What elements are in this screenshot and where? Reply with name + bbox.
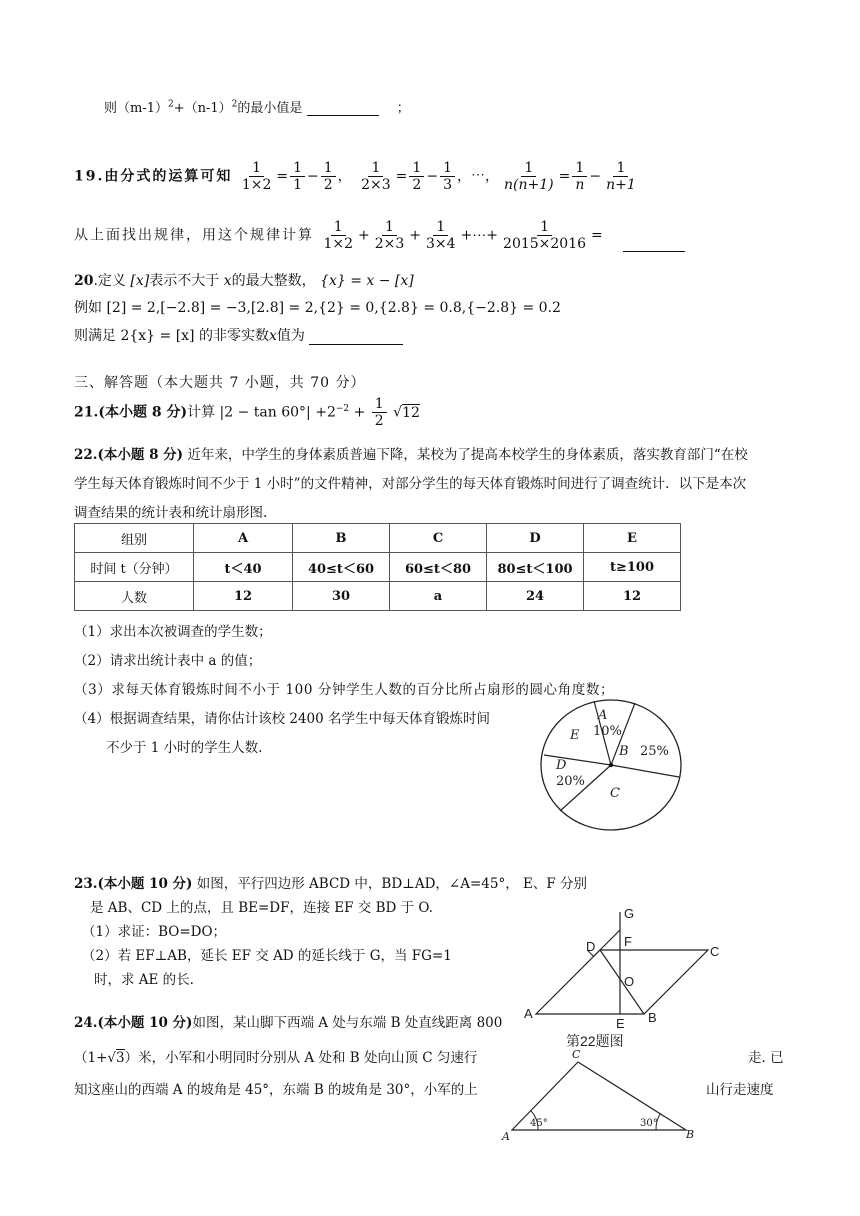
eq: = xyxy=(276,168,289,185)
text: 表示不大于 xyxy=(149,273,220,289)
num: 1 xyxy=(290,160,305,177)
dots: ，⋯， xyxy=(456,168,499,185)
den: 1×2 xyxy=(241,177,272,194)
q22-sub2: （2）请求出统计表中 a 的值； xyxy=(74,653,262,669)
label-g: G xyxy=(624,906,635,921)
sup: 2 xyxy=(231,99,238,110)
label-c: C xyxy=(710,944,720,959)
label-a: A xyxy=(502,1130,510,1143)
table-cell: 12 xyxy=(194,582,293,611)
num: 1 xyxy=(537,219,552,236)
pie-pct-d: 20% xyxy=(556,774,585,789)
table-cell: E xyxy=(584,524,681,553)
table-row xyxy=(75,524,681,553)
num: 1 xyxy=(368,160,383,177)
answer-blank xyxy=(623,251,685,252)
pie-label-e: E xyxy=(570,728,580,743)
pie-center xyxy=(609,763,613,767)
pie-figure xyxy=(538,697,688,833)
pie-pct-a: 10% xyxy=(593,724,622,739)
fraction xyxy=(239,160,275,193)
den: n xyxy=(575,177,585,194)
top-line-pre: 则（m-1） xyxy=(104,101,168,116)
q24-lead: 24.(本小题 10 分) xyxy=(74,1015,193,1031)
q23-lead: 23.(本小题 10 分) xyxy=(74,876,193,892)
sup: 2 xyxy=(168,99,174,110)
punct: ； xyxy=(396,101,410,116)
radicand: 3 xyxy=(116,1050,125,1066)
den: 1 xyxy=(293,177,303,194)
table-cell: 30 xyxy=(293,582,390,611)
eq: = xyxy=(591,227,603,244)
figure-caption: 第22题图 xyxy=(566,1033,624,1049)
q23-line4: （2）若 EF⊥AB，延长 EF 交 AD 的延长线于 G，当 FG=1 xyxy=(82,948,452,964)
pie-label-b: B xyxy=(619,744,629,759)
den: 2×3 xyxy=(361,177,391,194)
q24-line1 xyxy=(74,1011,502,1031)
den: 3 xyxy=(443,177,452,194)
table-cell: D xyxy=(487,524,584,553)
q22-sub3: （3）求每天体育锻炼时间不小于 100 分钟学生人数的百分比所占扇形的圆心角度数； xyxy=(74,682,615,698)
label-b: B xyxy=(648,1010,657,1025)
q19-line2 xyxy=(74,219,685,252)
math: [x] xyxy=(130,273,150,289)
den: 2 xyxy=(323,177,333,194)
top-line xyxy=(104,97,410,116)
fraction xyxy=(372,219,408,252)
label-c: C xyxy=(572,1048,581,1061)
text: ）米，小军和小明同时分别从 A 处和 B 处向山顶 C 匀速行 xyxy=(124,1050,478,1066)
math: x xyxy=(223,273,232,289)
answer-blank xyxy=(309,344,403,345)
q24-line2 xyxy=(74,1046,477,1066)
q22-line3: 调查结果的统计表和统计扇形图. xyxy=(74,505,268,521)
den: n(n+1) xyxy=(503,177,554,194)
den: 2 xyxy=(374,413,384,430)
math: x xyxy=(268,328,277,344)
q21-lead: 21.(本小题 8 分) xyxy=(74,404,188,421)
angle-45: 45° xyxy=(530,1118,548,1129)
den: n+1 xyxy=(606,177,636,194)
q22-line2: 学生每天体育锻炼时间不少于 1 小时”的文件精神，对部分学生的每天体育锻炼时间进行了调查统计．以下是本次 xyxy=(74,476,747,492)
label-b: B xyxy=(686,1128,695,1141)
fraction xyxy=(290,160,305,193)
section-heading: 三、解答题（本大题共 7 小题，共 70 分） xyxy=(74,375,366,391)
sqrt-icon: √3 xyxy=(107,1050,125,1066)
den: 2×3 xyxy=(374,236,405,253)
q22-sub4b: 不少于 1 小时的学生人数. xyxy=(106,740,263,756)
table-row xyxy=(75,553,681,582)
fraction xyxy=(320,219,356,252)
eq: = xyxy=(395,168,408,185)
num: 1 xyxy=(372,396,387,413)
table-cell: C xyxy=(390,524,487,553)
table-row xyxy=(75,582,681,611)
stats-table xyxy=(74,523,681,611)
text: 近年来，中学生的身体素质普遍下降，某校为了提高本校学生的身体素质，落实教育部门“在校 xyxy=(183,447,748,463)
table-cell: 24 xyxy=(487,582,584,611)
answer-blank xyxy=(307,115,379,116)
den: 2 xyxy=(412,177,422,194)
minus: − xyxy=(426,168,439,185)
table-cell: 组别 xyxy=(75,524,194,553)
plus: + xyxy=(353,404,366,421)
table-cell: 12 xyxy=(584,582,681,611)
text: 如图，平行四边形 ABCD 中，BD⊥AD，∠A=45°， E、F 分别 xyxy=(192,876,588,892)
pie-pct-b: 25% xyxy=(640,744,669,759)
text: 计算 xyxy=(187,404,216,421)
math: |2 − tan 60°| +2 xyxy=(219,404,336,421)
text: 如图，某山脚下西端 A 处与东端 B 处直线距离 800 xyxy=(192,1015,503,1031)
fraction xyxy=(501,160,557,193)
table-cell: B xyxy=(293,524,390,553)
q23-line3: （1）求证：BO=DO； xyxy=(82,924,227,940)
pie-label-a: A xyxy=(598,708,608,723)
extension-ad xyxy=(600,930,620,950)
num: 1 xyxy=(249,160,264,177)
text: （1+ xyxy=(74,1050,108,1066)
q24-line2-end: 走. 已 xyxy=(748,1050,784,1066)
text: .定义 xyxy=(93,273,126,289)
table-cell: a xyxy=(390,582,487,611)
q19-lead: 19.由分式的运算可知 xyxy=(74,168,233,185)
minus: − xyxy=(307,168,319,185)
label-e: E xyxy=(616,1016,625,1031)
fraction xyxy=(603,160,639,193)
label-o: O xyxy=(624,974,635,989)
parallelogram-figure xyxy=(520,904,730,1052)
table-cell: 人数 xyxy=(75,582,194,611)
pie-divider xyxy=(544,755,611,765)
den: 2015×2016 xyxy=(503,236,587,253)
minus: − xyxy=(589,168,602,185)
num: 1 xyxy=(521,160,536,177)
q19-line1: 19.由分式的运算可知 $\frac{1}{1\times 2}$ = $\frac{1}{1}$ − $\frac{1}{2}$ ， $\frac{1}{2\times 3}$ = $\frac{1}{2}$ − $\frac{1}{3}$ ，⋯， $\frac{1}{n(n+1)}$ = $\frac{1}{n}$ − $\frac{1}{n+1}$ xyxy=(74,160,641,193)
label-d: D xyxy=(586,939,596,954)
q20-line3 xyxy=(74,325,403,345)
table-cell: t＜40 xyxy=(194,553,293,582)
table-cell: 60≤t＜80 xyxy=(390,553,487,582)
fraction xyxy=(572,160,587,193)
num: 1 xyxy=(409,160,424,177)
pie-label-d: D xyxy=(556,758,567,773)
sup: −2 xyxy=(335,403,350,414)
eq: = xyxy=(558,168,571,185)
q23-line1 xyxy=(74,872,587,892)
q23-line5: 时，求 AE 的长. xyxy=(94,972,194,988)
q20-line1 xyxy=(74,270,414,290)
fraction xyxy=(500,219,589,252)
num: 1 xyxy=(433,219,448,236)
num: 1 xyxy=(331,219,346,236)
table-cell: t≥100 xyxy=(584,553,681,582)
q22-lead: 22.(本小题 8 分) xyxy=(74,447,184,463)
text: 值为 xyxy=(276,328,305,344)
num: 1 xyxy=(440,160,455,177)
fraction xyxy=(321,160,336,193)
num: 1 xyxy=(321,160,336,177)
q24-line3-end: 山行走速度 xyxy=(706,1082,774,1098)
table-cell: 时间 t（分钟） xyxy=(75,553,194,582)
fraction xyxy=(409,160,424,193)
plus: + xyxy=(358,227,370,244)
radicand: 12 xyxy=(402,404,420,421)
table-cell: 80≤t＜100 xyxy=(487,553,584,582)
num: 1 xyxy=(572,160,587,177)
top-line-post: 的最小值是 xyxy=(237,101,303,116)
fraction xyxy=(423,219,459,252)
q20-number: 20 xyxy=(74,273,94,289)
ellipsis: +⋯+ xyxy=(460,227,499,244)
text: 的最大整数， xyxy=(231,273,316,289)
pie-divider xyxy=(611,765,679,777)
q22-sub4a: （4）根据调查结果，请你估计该校 2400 名学生中每天体育锻炼时间 xyxy=(74,711,491,727)
fraction xyxy=(372,396,387,429)
den: 3×4 xyxy=(426,236,456,253)
fraction xyxy=(440,160,455,193)
label-a: A xyxy=(524,1006,533,1021)
top-line-mid: +（n-1） xyxy=(173,101,232,116)
sqrt-icon: √12 xyxy=(393,404,420,421)
q20-line2: 例如 [2] = 2,[−2.8] = −3,[2.8] = 2,{2} = 0,{2.8} = 0.8,{−2.8} = 0.2 xyxy=(74,300,561,316)
q19-line2-text: 从上面找出规律，用这个规律计算 xyxy=(74,227,314,244)
mountain-figure xyxy=(498,1046,708,1146)
q22-sub1: （1）求出本次被调查的学生数； xyxy=(74,624,272,640)
table-cell: A xyxy=(194,524,293,553)
q24-line3: 知这座山的西端 A 的坡角是 45°，东端 B 的坡角是 30°，小军的上 xyxy=(74,1082,478,1098)
diagonal-bd xyxy=(600,950,644,1014)
text: 则满足 2{x} = [x] 的非零实数 xyxy=(74,328,269,344)
label-f: F xyxy=(624,934,632,949)
q22-line1 xyxy=(74,443,748,463)
q21 xyxy=(74,396,420,429)
num: 1 xyxy=(382,219,397,236)
q23-line2: 是 AB、CD 上的点，且 BE=DF，连接 EF 交 BD 于 O. xyxy=(90,900,433,916)
table-cell: 40≤t＜60 xyxy=(293,553,390,582)
plus: + xyxy=(409,227,422,244)
math: {x} = x − [x] xyxy=(320,273,414,289)
pie-label-c: C xyxy=(610,786,620,801)
num: 1 xyxy=(613,160,628,177)
fraction xyxy=(358,160,394,193)
angle-30: 30° xyxy=(640,1118,658,1129)
den: 1×2 xyxy=(323,236,353,253)
